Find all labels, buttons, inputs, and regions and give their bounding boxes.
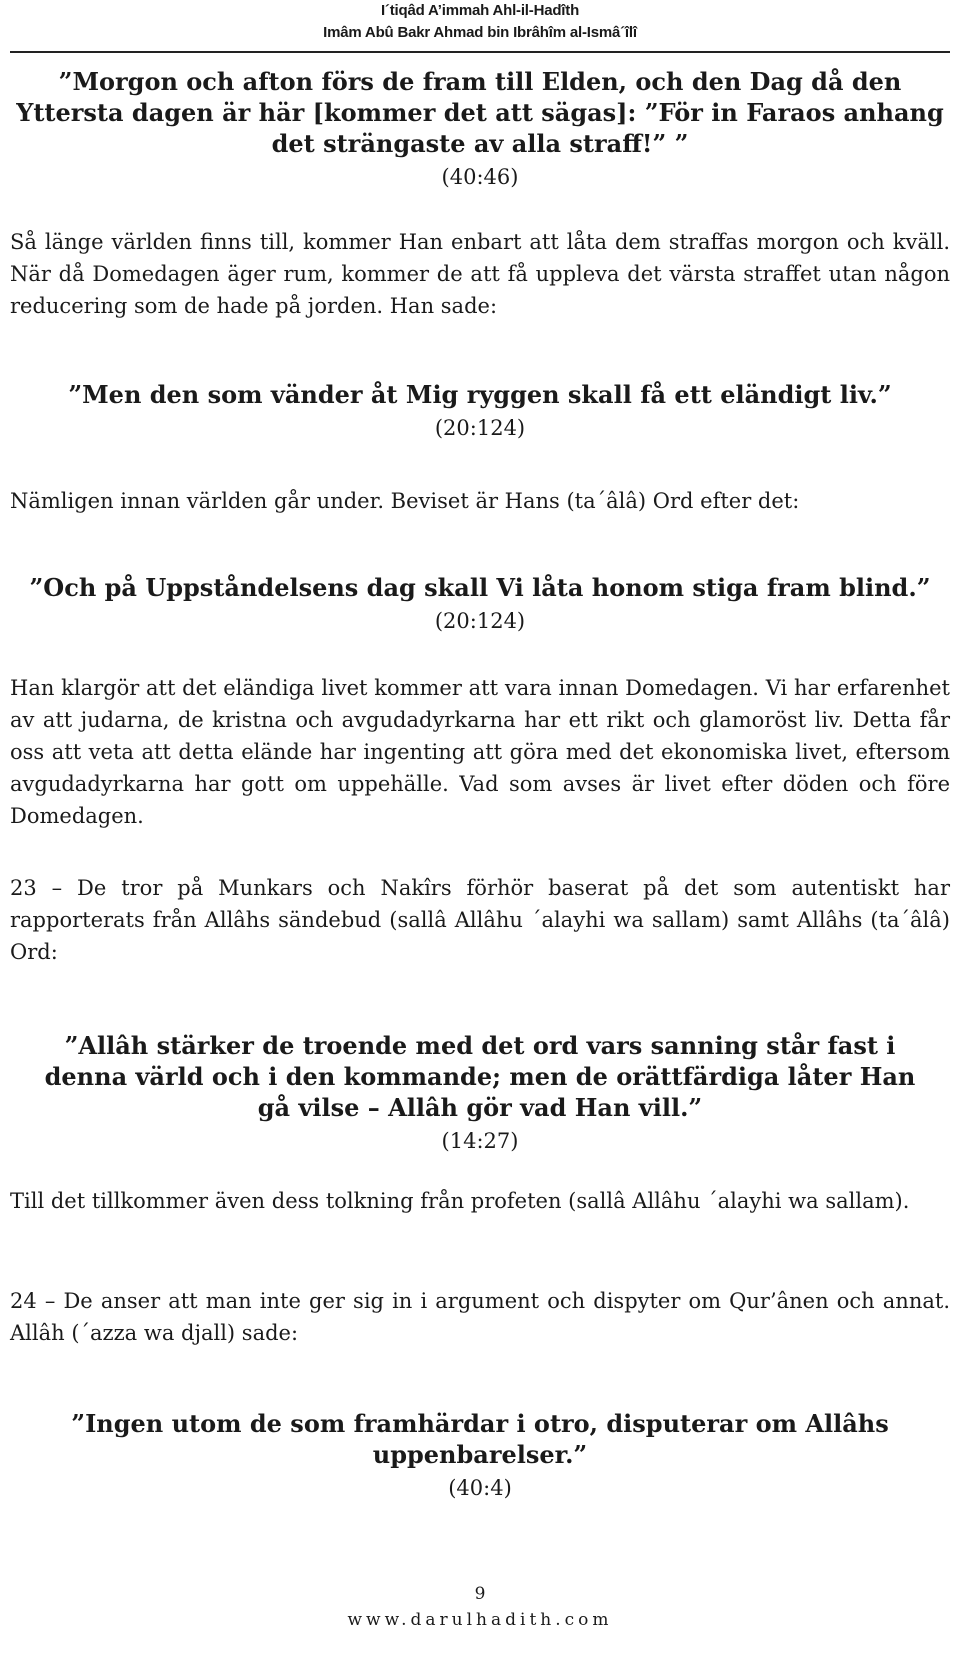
- header-title: I´tiqâd A’immah Ahl-il-Hadîth: [380, 2, 580, 19]
- quote-line: uppenbarelser.”: [372, 1440, 588, 1469]
- quote-reference: (20:124): [434, 416, 526, 440]
- quote-line: ”Allâh stärker de troende med det ord vars sanning står fast i: [64, 1031, 896, 1060]
- quote-reference: (40:46): [441, 165, 519, 189]
- quote-20-124-b: [10, 572, 950, 637]
- quote-40-4: [10, 1408, 950, 1504]
- numbered-paragraph-23: 23 – De tror på Munkars och Nakîrs förhör baserat på det som autentiskt har rapporterats från Allâhs sändebud (sallâ Allâhu ´alayhi wa sallam) samt Allâhs (ta´âlâ) Ord:: [10, 876, 950, 964]
- quote-line: ”Men den som vänder åt Mig ryggen skall få ett eländigt liv.”: [68, 380, 892, 409]
- quote-line: ”Och på Uppståndelsens dag skall Vi låta honom stiga fram blind.”: [29, 573, 931, 602]
- paragraph: Nämligen innan världen går under. Beviset är Hans (ta´âlâ) Ord efter det:: [10, 489, 800, 513]
- quote-40-46: [10, 66, 950, 193]
- quote-20-124-a: [10, 379, 950, 444]
- paragraph: Så länge världen finns till, kommer Han enbart att låta dem straffas morgon och kväll. När då Domedagen äger rum, kommer de att få uppleva det värsta straffet utan någon reducering som de hade på jorden. Han sade:: [10, 230, 950, 318]
- numbered-paragraph-24: 24 – De anser att man inte ger sig in i argument och dispyter om Qur’ânen och annat. Allâh (´azza wa djall) sade:: [10, 1289, 950, 1345]
- header-divider: [10, 51, 950, 53]
- quote-line: denna värld och i den kommande; men de orättfärdiga låter Han: [44, 1062, 916, 1091]
- footer-url[interactable]: www.darulhadith.com: [347, 1610, 613, 1630]
- quote-line: Yttersta dagen är här [kommer det att sägas]: ”För in Faraos anhang: [16, 98, 944, 127]
- quote-line: gå vilse – Allâh gör vad Han vill.”: [257, 1093, 703, 1122]
- quote-line: ”Morgon och afton förs de fram till Elden, och den Dag då den: [58, 67, 902, 96]
- quote-reference: (20:124): [434, 609, 526, 633]
- header-author: Imâm Abû Bakr Ahmad bin Ibrâhîm al-Ismâ´îlî: [323, 24, 637, 41]
- page-number: 9: [474, 1584, 486, 1604]
- paragraph: Han klargör att det eländiga livet kommer att vara innan Domedagen. Vi har erfarenhet av att judarna, de kristna och avgudadyrkarna har ett rikt och glamoröst liv. Detta får oss att veta att detta elände har ingenting att göra med det ekonomiska livet, eftersom avgudadyrkarna har gott om uppehälle. Vad som avses är livet efter döden och före Domedagen.: [10, 676, 950, 828]
- paragraph: Till det tillkommer även dess tolkning från profeten (sallâ Allâhu ´alayhi wa sallam).: [10, 1189, 910, 1213]
- quote-line: ”Ingen utom de som framhärdar i otro, disputerar om Allâhs: [71, 1409, 889, 1438]
- quote-line: det strängaste av alla straff!” ”: [271, 129, 689, 158]
- quote-reference: (40:4): [448, 1476, 512, 1500]
- quote-reference: (14:27): [441, 1129, 519, 1153]
- quote-14-27: [10, 1030, 950, 1157]
